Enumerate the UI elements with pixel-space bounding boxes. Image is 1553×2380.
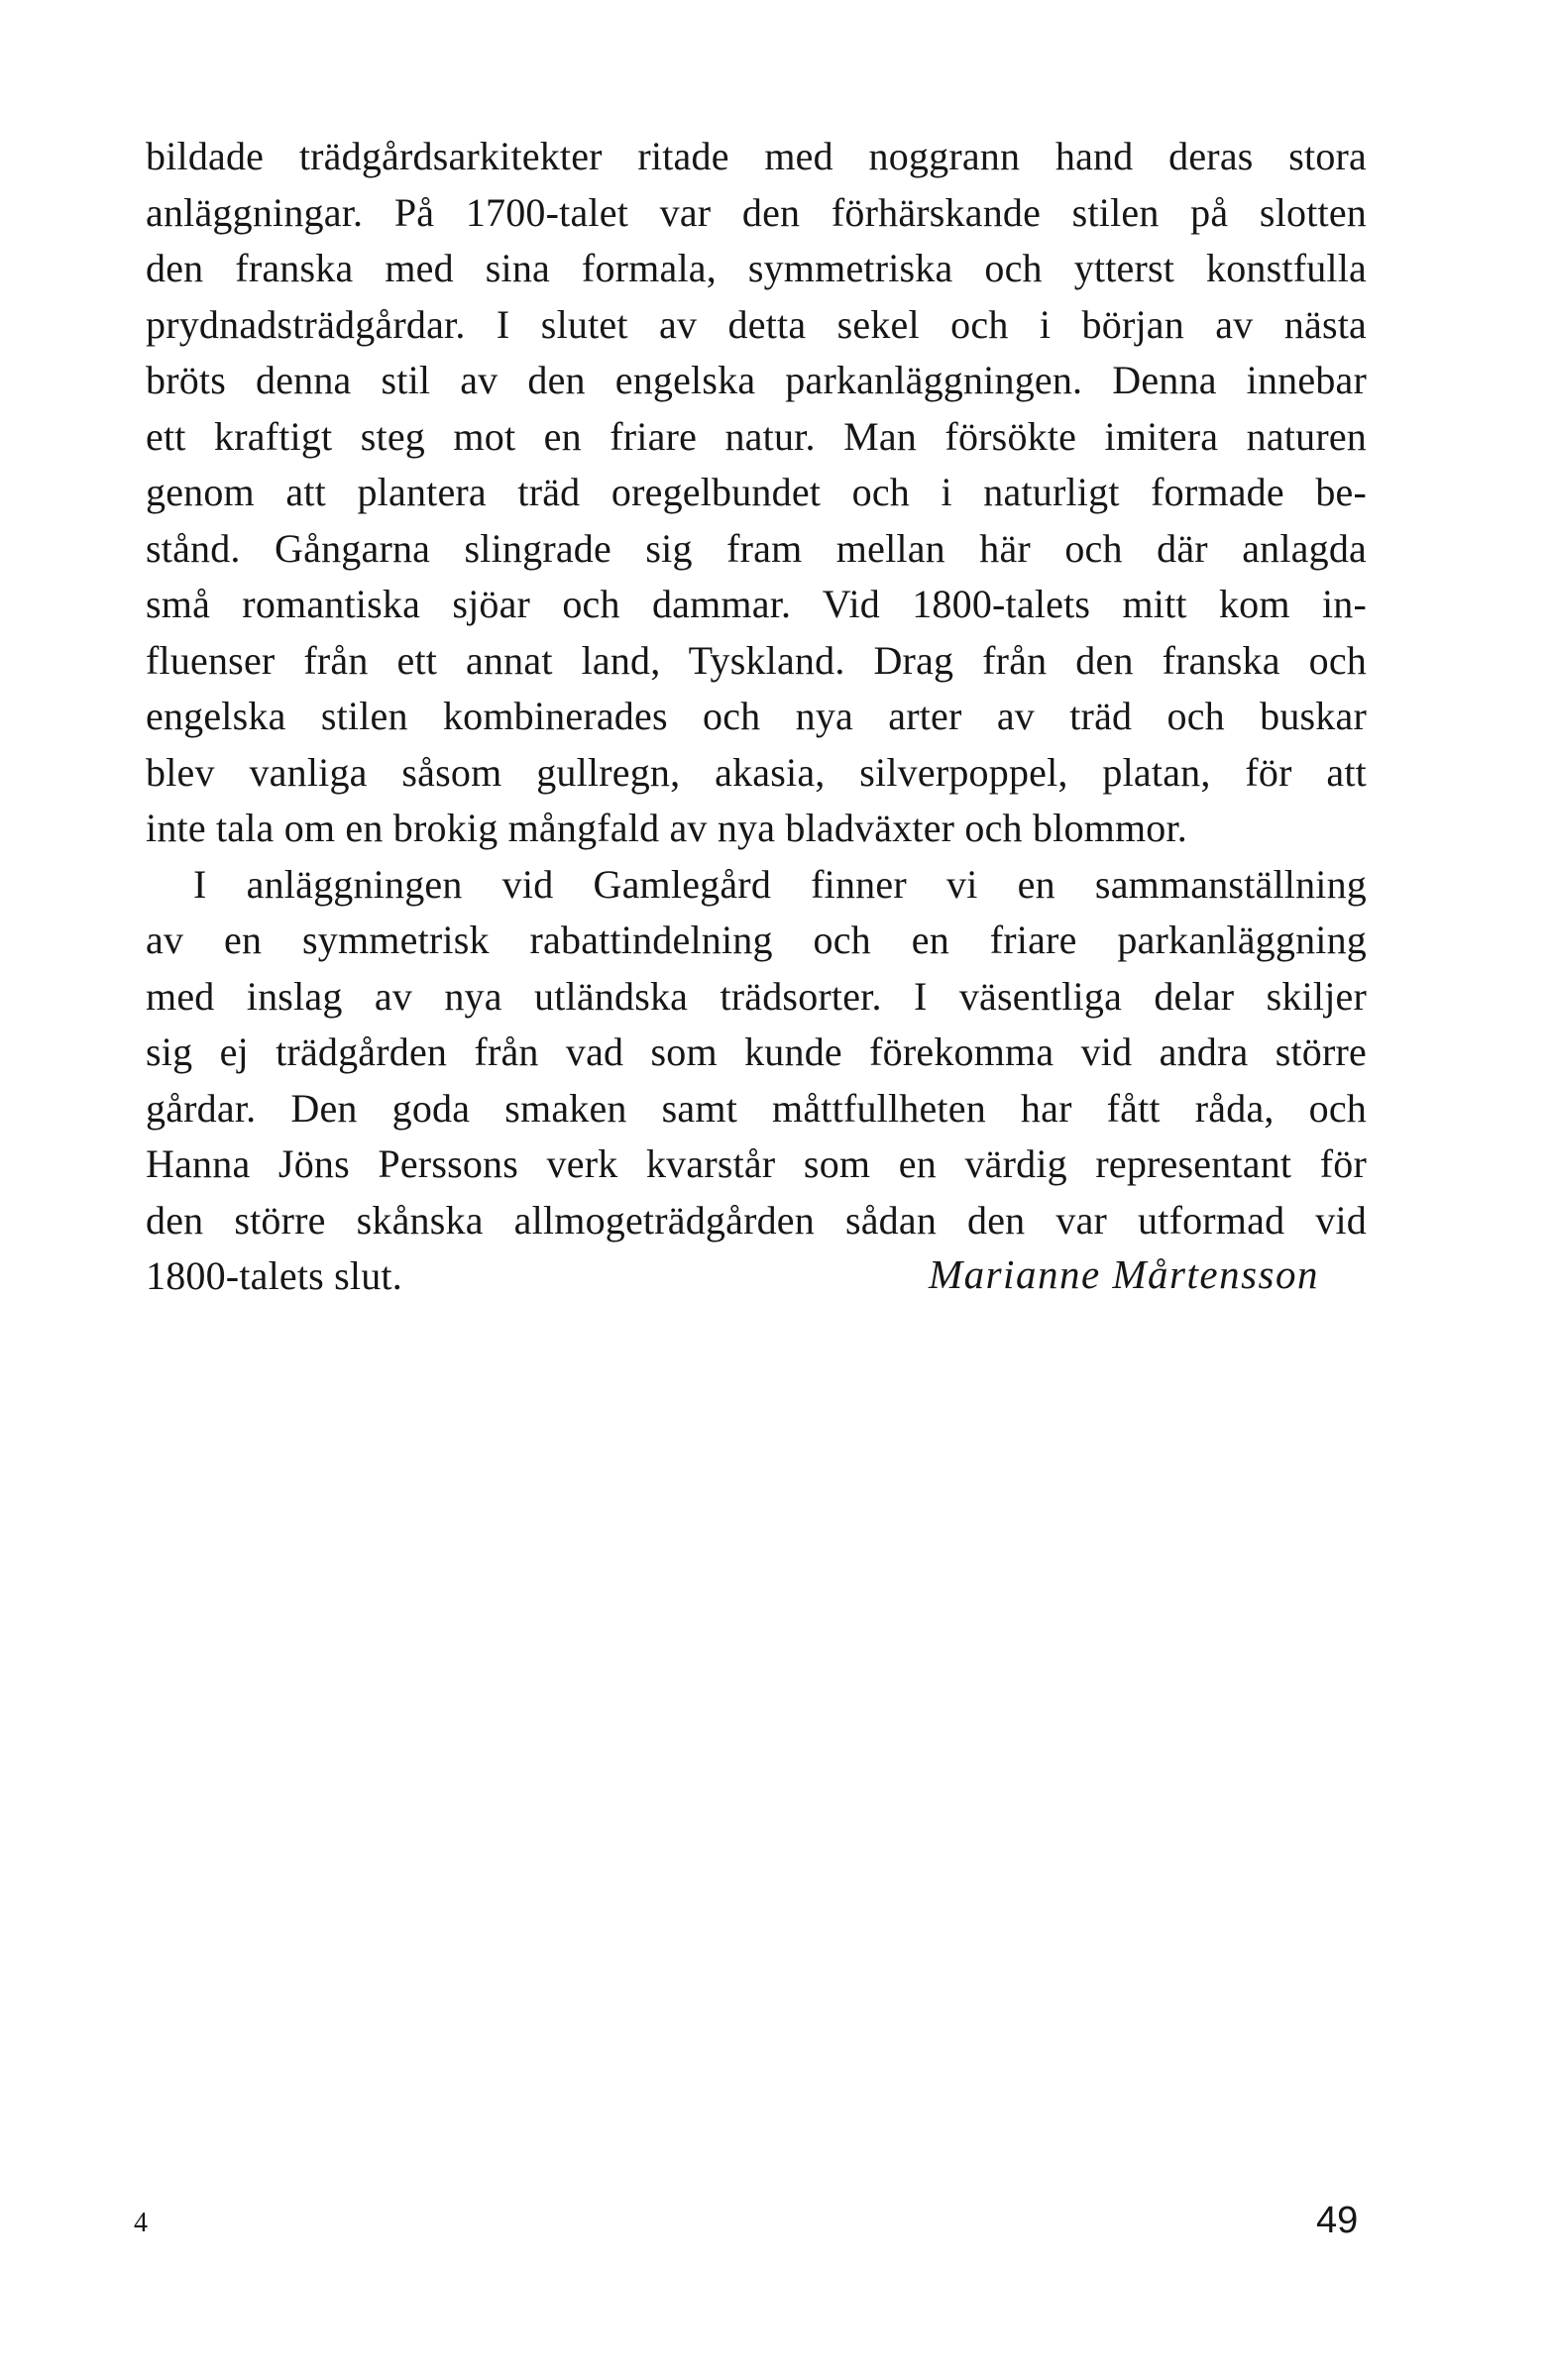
text-line: stånd. Gångarna slingrade sig fram mellan här och där anlagda [146, 525, 1367, 571]
text-line: av en symmetrisk rabattindelning och en friare parkanläggning [146, 918, 1367, 962]
text-line: fluenser från ett annat land, Tyskland. Drag från den franska och [146, 637, 1367, 683]
text-line: Hanna Jöns Perssons verk kvarstår som en värdig representant för [146, 1141, 1367, 1186]
text-line: bildade trädgårdsarkitekter ritade med noggrann hand deras stora [146, 134, 1367, 178]
text-line: I anläggningen vid Gamlegård finner vi en sammanställning [193, 861, 1367, 907]
text-line: blev vanliga såsom gullregn, akasia, silverpoppel, platan, för att [146, 749, 1367, 795]
body-text [146, 129, 1367, 1305]
text-line: inte tala om en brokig mångfald av nya bladväxter och blommor. [146, 806, 1187, 850]
text-line: små romantiska sjöar och dammar. Vid 1800-talets mitt kom in- [146, 582, 1367, 626]
text-line: med inslag av nya utländska trädsorter. I väsentliga delar skiljer [146, 973, 1367, 1019]
page-number: 49 [1316, 2200, 1359, 2241]
text-line: genom att plantera träd oregelbundet och i naturligt formade be- [146, 470, 1367, 514]
text-line: anläggningar. På 1700-talet var den förhärskande stilen på slotten [146, 189, 1367, 235]
text-line: engelska stilen kombinerades och nya arter av träd och buskar [146, 694, 1367, 738]
text-line: 1800-talets slut. [146, 1253, 402, 1298]
author-signature: Marianne Mårtensson [928, 1251, 1319, 1297]
text-line: bröts denna stil av den engelska parkanläggningen. Denna innebar [146, 358, 1367, 402]
text-line: den större skånska allmogeträdgården sådan den var utformad vid [146, 1197, 1367, 1243]
text-line: sig ej trädgården från vad som kunde förekomma vid andra större [146, 1029, 1367, 1074]
signature-mark: 4 [134, 2208, 148, 2238]
text-line: ett kraftigt steg mot en friare natur. Man försökte imitera naturen [146, 413, 1367, 459]
text-line: prydnadsträdgårdar. I slutet av detta sekel och i början av nästa [146, 301, 1367, 347]
text-line: gårdar. Den goda smaken samt måttfullheten har fått råda, och [146, 1085, 1367, 1131]
text-line: den franska med sina formala, symmetriska och ytterst konstfulla [146, 246, 1367, 290]
